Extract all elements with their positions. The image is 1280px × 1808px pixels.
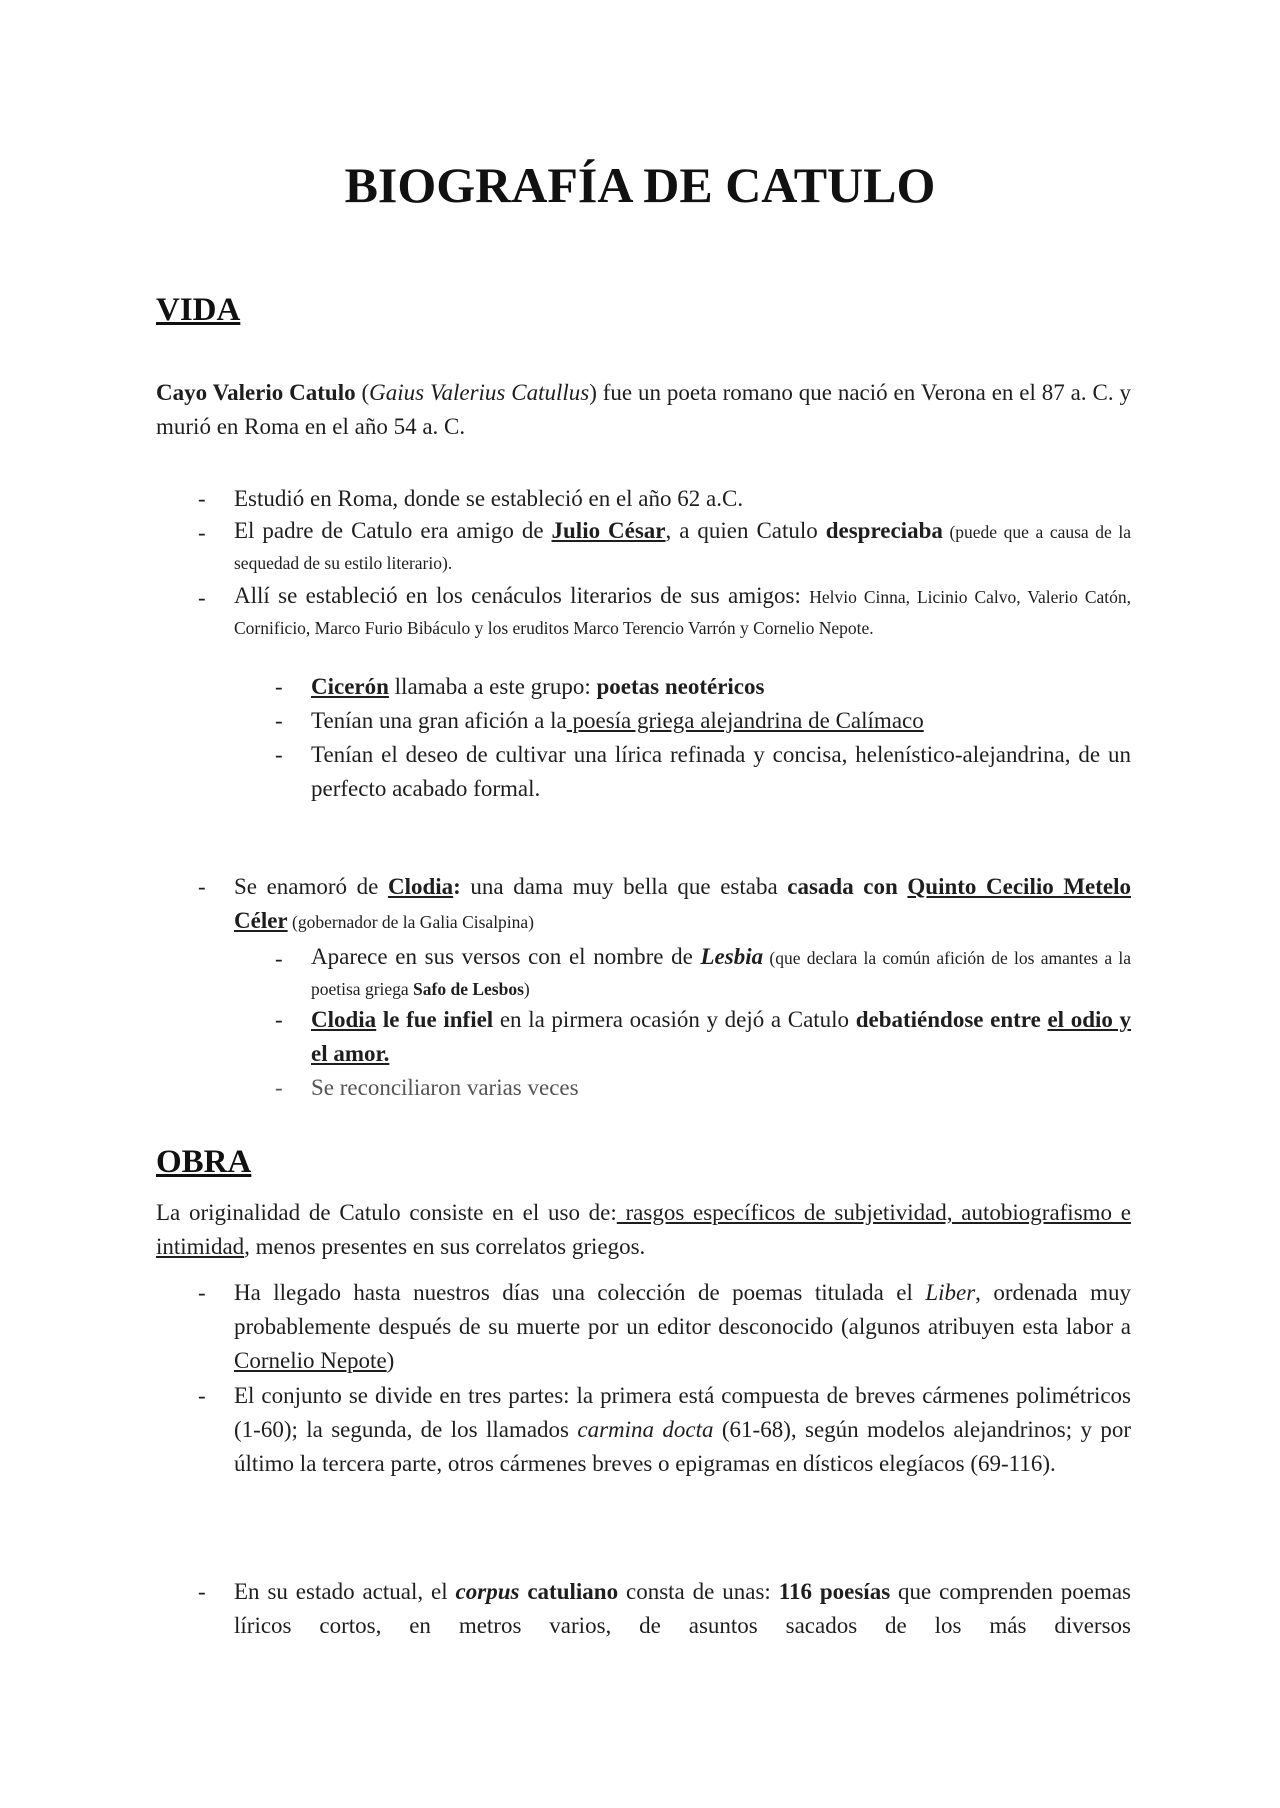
name-ciceron: Cicerón <box>311 674 389 699</box>
text-fragment: , menos presentes en sus correlatos griegos. <box>244 1234 646 1259</box>
text-fragment: consta de unas: <box>618 1579 779 1604</box>
term-poesia-griega: poesía griega alejandrina de Calímaco <box>566 708 924 733</box>
sublist-item <box>311 1003 1131 1071</box>
name-lesbia: Lesbia <box>700 944 764 969</box>
list-item <box>234 581 1131 643</box>
term-odio-amor: el odio y el amor. <box>311 1007 1132 1066</box>
text-fragment: ) fue un poeta romano que nació en Verona en el 87 a. C. y murió en Roma en el año 54 a. C. <box>156 380 1131 439</box>
sublist-item: Se reconciliaron varias veces <box>311 1075 579 1100</box>
text-fragment: El conjunto se divide en tres partes: la primera está compuesta de breves cármenes polimétricos (1-60); la segunda, de los llamados <box>234 1383 1131 1442</box>
list-dash: - <box>198 486 206 511</box>
list-item <box>234 1575 1131 1643</box>
sublist-item <box>311 704 1131 738</box>
text-fragment: , ordenada muy probablemente después de su muerte por un editor desconocido (algunos atribuyen esta labor a <box>234 1280 1131 1339</box>
list-dash: - <box>198 1280 206 1305</box>
text-fragment: Allí se estableció en los cenáculos literarios de sus amigos: <box>234 583 810 608</box>
text-fragment: (61-68), según modelos alejandrinos; y por último la tercera parte, otros cármenes breves o epigramas en dísticos elegíacos (69-116). <box>234 1417 1132 1476</box>
term-rasgos: rasgos específicos de subjetividad, autobiografismo e intimidad <box>156 1200 1131 1259</box>
section-heading-obra: OBRA <box>156 1144 252 1180</box>
friends-names: Helvio Cinna, Licinio Calvo, Valerio Catón, Cornificio, Marco Furio Bibáculo y los eruditos Marco Terencio Varrón y Cornelio Nepote. <box>234 587 1131 638</box>
list-dash: - <box>198 585 206 610</box>
list-dash: - <box>198 1579 206 1604</box>
name-clodia: Clodia <box>311 1007 377 1032</box>
text-fragment: Tenían una gran afición a la <box>311 708 567 733</box>
obra-intro-paragraph <box>156 1196 1131 1264</box>
text-fragment: que comprenden poemas líricos cortos, en metros varios, de asuntos sacados de los más diversos <box>234 1579 1132 1638</box>
text-fragment: Ha llegado hasta nuestros días una colección de poemas titulada el <box>234 1280 926 1305</box>
list-item <box>234 870 1131 939</box>
list-item <box>234 516 1131 578</box>
name-julio-cesar: Julio César <box>551 518 666 543</box>
note-text: (que declara la común afición de los amantes a la poetisa griega <box>311 948 1131 999</box>
sublist-item <box>311 670 1131 704</box>
list-item: Estudió en Roma, donde se estableció en el año 62 a.C. <box>234 486 744 511</box>
name-clodia: Clodia <box>387 874 454 899</box>
list-dash: - <box>198 1383 206 1408</box>
text-fragment: En su estado actual, el <box>234 1579 456 1604</box>
note-text: (puede que a causa de la sequedad de su estilo literario). <box>234 522 1132 573</box>
text-fragment: , a quien Catulo <box>665 518 826 543</box>
text-fragment: Aparece en sus versos con el nombre de <box>311 944 701 969</box>
text-fragment: ) <box>386 1348 395 1373</box>
vida-intro-paragraph <box>156 376 1131 444</box>
term-corpus: corpus <box>455 1579 520 1604</box>
section-heading-vida: VIDA <box>156 292 241 328</box>
text-fragment: le fue infiel <box>376 1007 494 1032</box>
sublist-dash: - <box>275 1075 283 1100</box>
text-fragment: ( <box>355 380 370 405</box>
sublist-dash: - <box>275 1007 283 1032</box>
note-text: ) <box>523 979 530 999</box>
sublist-dash: - <box>275 674 283 699</box>
name-quinto-cecilio: Quinto Cecilio Metelo Céler <box>234 874 1131 933</box>
text-fragment: : <box>453 874 461 899</box>
term-despreciaba: despreciaba <box>825 518 943 543</box>
text-fragment: Se enamoró de <box>234 874 388 899</box>
name-safo: Safo de Lesbos <box>413 979 524 999</box>
name-cornelio-nepote: Cornelio Nepote <box>234 1348 387 1373</box>
list-item <box>234 1276 1131 1378</box>
list-item <box>234 1379 1131 1481</box>
latin-name: Gaius Valerius Catullus <box>369 380 590 405</box>
sublist-dash: - <box>275 708 283 733</box>
term-liber: Liber <box>925 1280 976 1305</box>
text-fragment: El padre de Catulo era amigo de <box>234 518 552 543</box>
term-carmina-docta: carmina docta <box>577 1417 714 1442</box>
text-fragment: debatiéndose entre <box>855 1007 1048 1032</box>
page-title: BIOGRAFÍA DE CATULO <box>344 157 936 213</box>
text-fragment: llamaba a este grupo: <box>388 674 597 699</box>
list-dash: - <box>198 520 206 545</box>
text-fragment: La originalidad de Catulo consiste en el uso de: <box>156 1200 617 1225</box>
poet-name: Cayo Valerio Catulo <box>156 380 356 405</box>
sublist-item: Tenían el deseo de cultivar una lírica refinada y concisa, helenístico-alejandrina, de un perfecto acabado formal. <box>311 742 1131 801</box>
text-fragment: catuliano <box>519 1579 619 1604</box>
term-casada: casada con <box>787 874 908 899</box>
note-text: (gobernador de la Galia Cisalpina) <box>287 912 535 932</box>
text-fragment: en la pirmera ocasión y dejó a Catulo <box>493 1007 856 1032</box>
text-fragment: una dama muy bella que estaba <box>460 874 788 899</box>
term-116-poesias: 116 poesías <box>778 1579 891 1604</box>
sublist-item <box>311 942 1131 1004</box>
sublist-dash: - <box>275 742 283 767</box>
sublist-dash: - <box>275 946 283 971</box>
list-dash: - <box>198 874 206 899</box>
term-poetas-neotericos: poetas neotéricos <box>596 674 765 699</box>
